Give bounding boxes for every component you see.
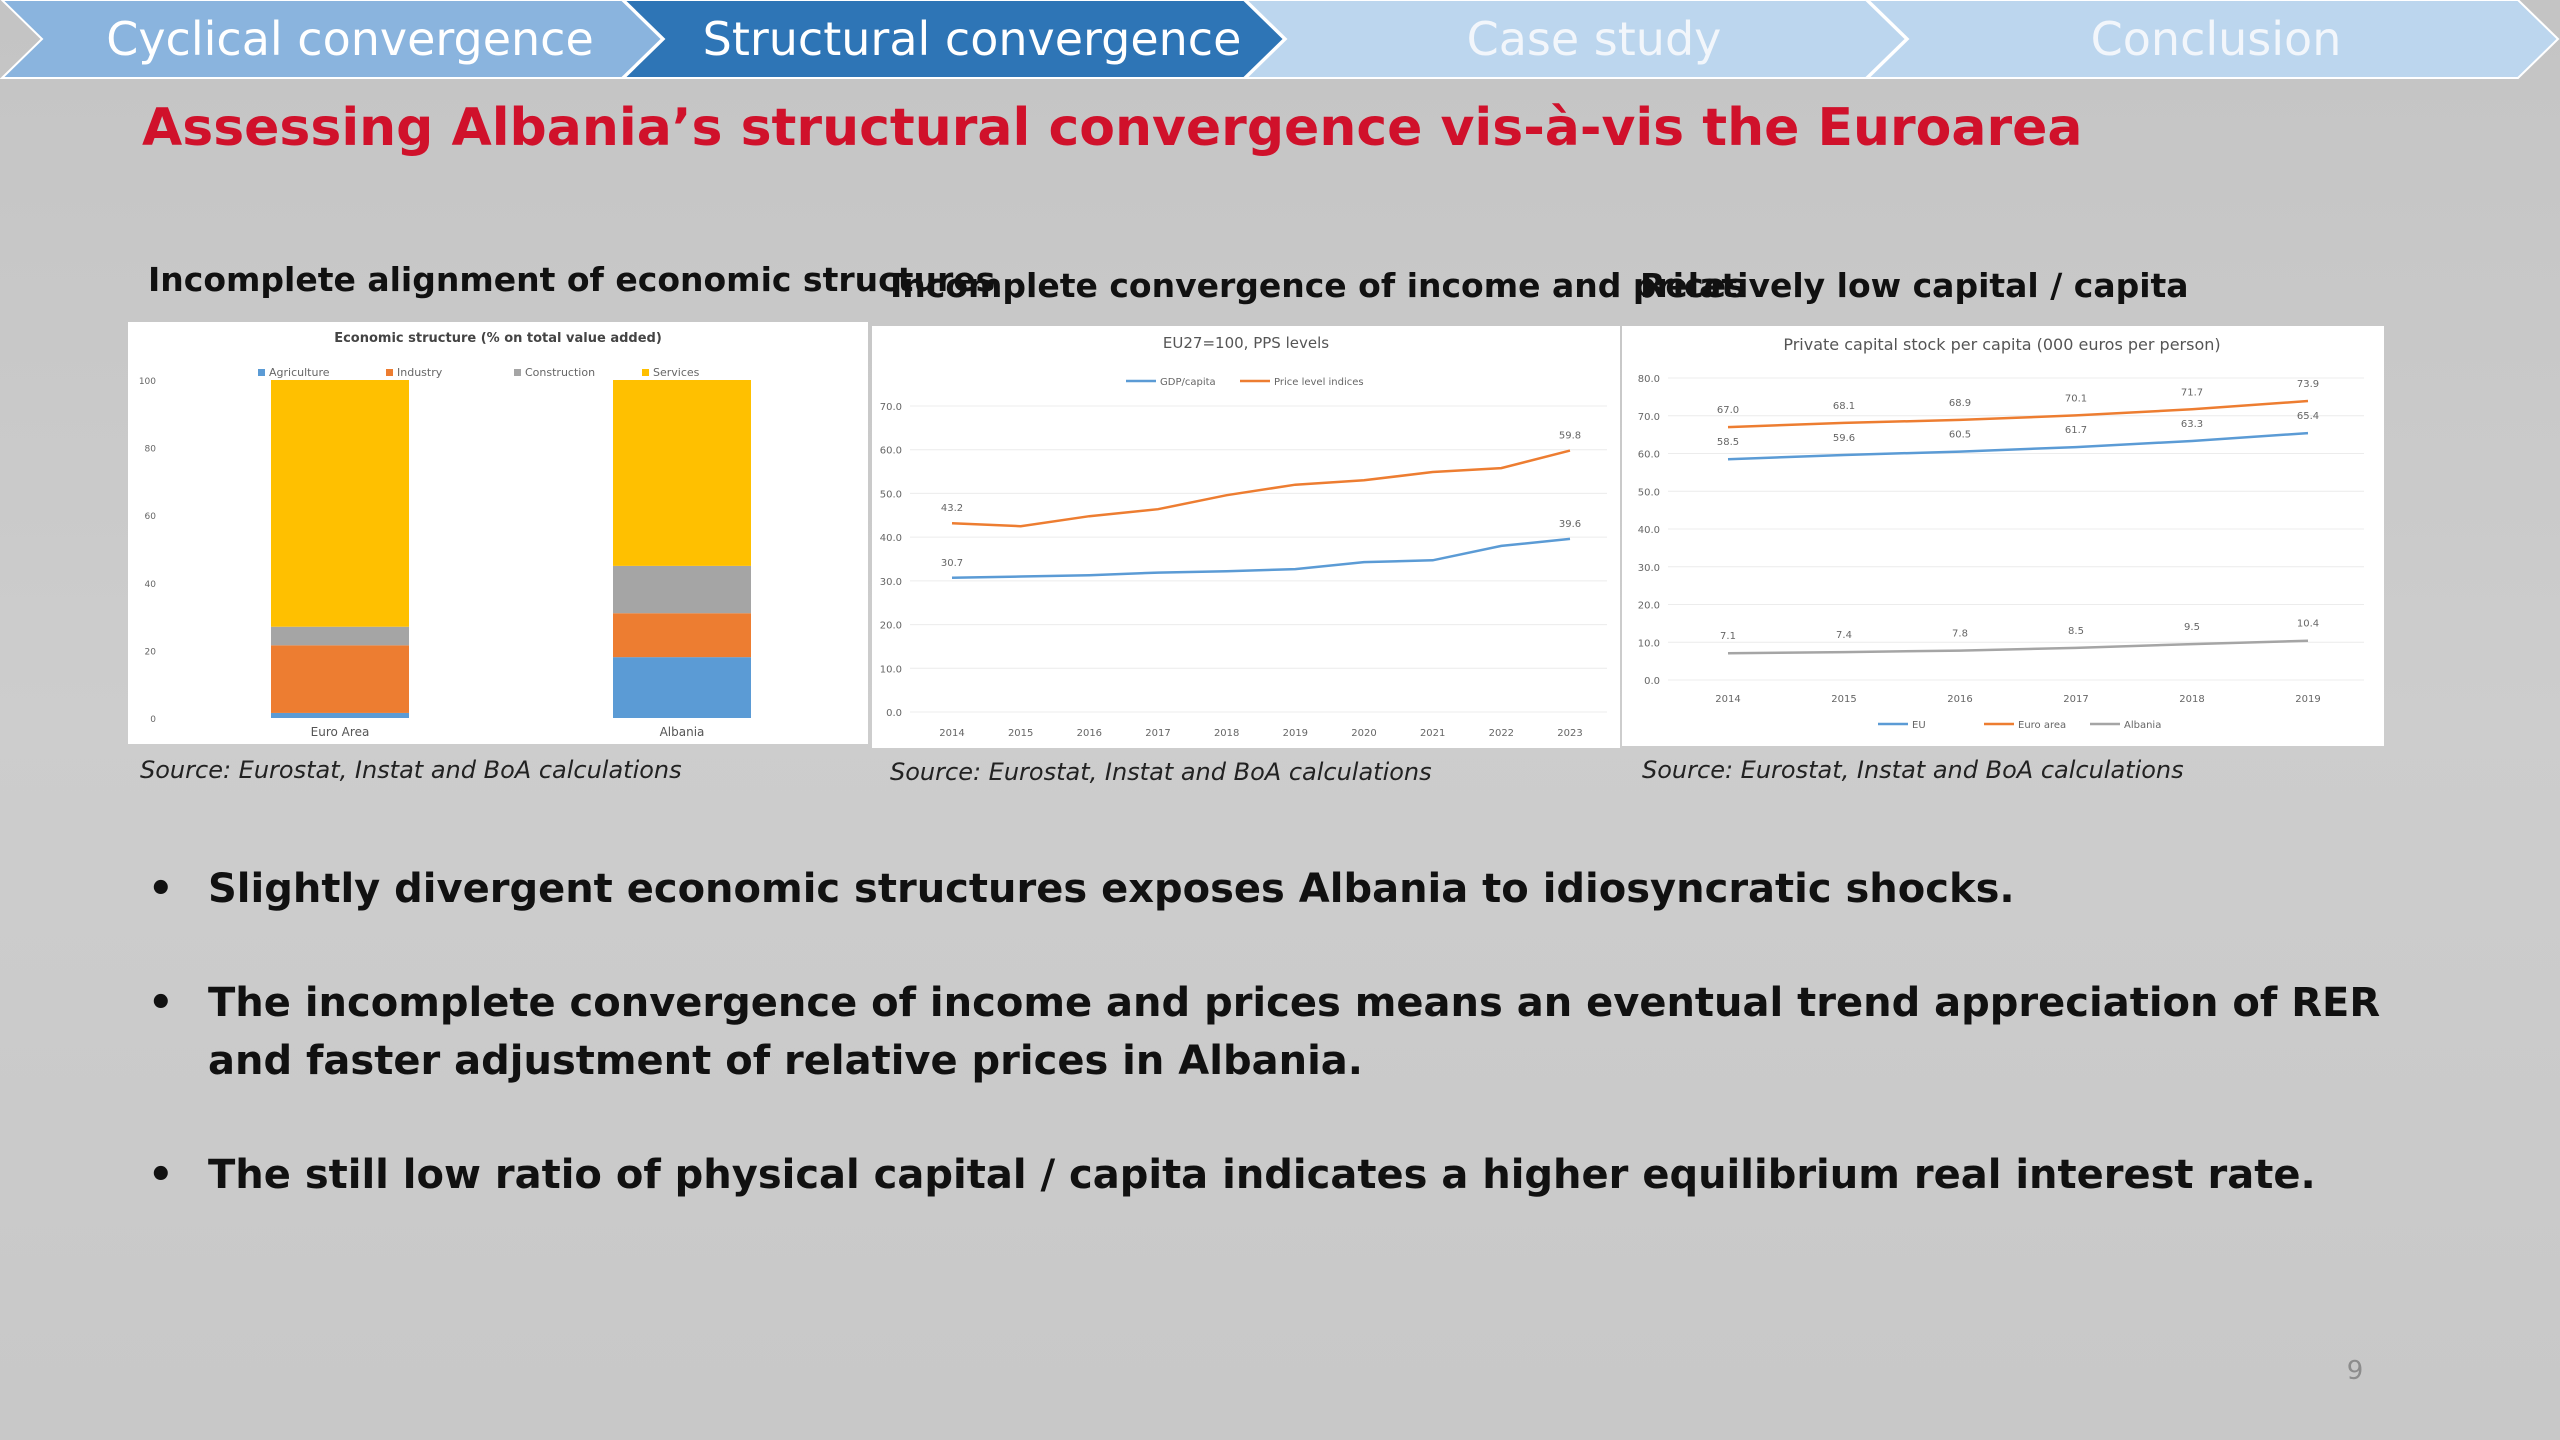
data-label: 71.7 — [2180, 387, 2204, 399]
bullet-dot-icon: • — [148, 980, 174, 1026]
bullet-text: Slightly divergent economic structures exposes Albania to idiosyncratic shocks. — [208, 866, 2015, 912]
y-tick-label: 60.0 — [879, 445, 902, 457]
data-label: 61.7 — [2064, 425, 2088, 437]
chart3-panel — [1622, 326, 2384, 746]
data-label: 67.0 — [1716, 405, 1740, 417]
bar-segment — [613, 566, 751, 613]
y-tick-label: 60.0 — [1637, 449, 1660, 461]
series-line-price-level-indices — [952, 451, 1570, 527]
series-line-gdp-capita — [952, 539, 1570, 578]
data-label: 68.9 — [1948, 397, 1972, 409]
legend-swatch — [514, 369, 521, 376]
bar-segment — [613, 657, 751, 718]
legend-label: GDP/capita — [1160, 377, 1216, 388]
bullet-dot-icon: • — [148, 1152, 174, 1198]
bar-segment — [271, 713, 409, 718]
stacked-bar-chart — [128, 322, 868, 744]
x-tick-label: 2015 — [1007, 728, 1034, 739]
y-tick-label: 20.0 — [879, 620, 902, 632]
nav-tab-conclusion[interactable]: Conclusion — [2090, 12, 2342, 66]
x-tick-label: 2018 — [1213, 728, 1240, 739]
legend-label: Agriculture — [269, 366, 330, 379]
legend-label: EU — [1912, 720, 1926, 731]
bullet-item — [140, 860, 2400, 918]
y-tick-label: 80 — [144, 444, 156, 455]
data-label: 10.4 — [2296, 618, 2320, 630]
data-label: 7.1 — [1720, 631, 1736, 643]
bar-segment — [613, 380, 751, 566]
legend-label: Services — [653, 366, 700, 379]
y-tick-label: 10.0 — [1637, 638, 1660, 650]
data-label: 7.4 — [1836, 630, 1852, 642]
data-label: 65.4 — [2296, 411, 2320, 423]
x-tick-label: 2021 — [1419, 728, 1446, 739]
chart3-title: Private capital stock per capita (000 euros per person) — [1783, 335, 2221, 354]
legend-label: Construction — [525, 366, 596, 379]
y-tick-label: 40.0 — [1637, 525, 1660, 536]
legend-swatch — [642, 369, 649, 376]
x-tick-label: 2017 — [2063, 694, 2089, 705]
bullet-item — [140, 1146, 2400, 1204]
x-tick-label: Euro Area — [310, 725, 370, 739]
y-tick-label: 30.0 — [1637, 562, 1660, 574]
nav-tab-cyclical-convergence[interactable]: Cyclical convergence — [106, 12, 594, 66]
section-nav — [0, 0, 2560, 82]
chart1-panel — [128, 322, 868, 744]
y-tick-label: 0 — [150, 715, 156, 725]
series-line-euro-area — [1728, 401, 2308, 427]
x-tick-label: 2019 — [2295, 694, 2321, 705]
data-label: 30.7 — [940, 557, 964, 569]
data-label: 63.3 — [2180, 419, 2204, 431]
x-tick-label: 2023 — [1557, 728, 1583, 739]
data-label: 9.5 — [2184, 622, 2200, 634]
slide-title: Assessing Albania’s structural convergence vis-à-vis the Euroarea — [142, 98, 2083, 158]
chart1-title: Economic structure (% on total value added) — [334, 331, 662, 346]
bullet-text: The still low ratio of physical capital / capita indicates a higher equilibrium real interest rate. — [208, 1152, 2316, 1198]
data-label: 59.6 — [1832, 433, 1856, 445]
x-tick-label: 2019 — [1282, 728, 1309, 739]
y-tick-label: 0.0 — [886, 708, 902, 719]
data-label: 70.1 — [2064, 393, 2088, 405]
data-label: 60.5 — [1948, 429, 1972, 441]
legend-label: Industry — [397, 366, 443, 379]
series-line-eu — [1728, 433, 2308, 459]
chart1-heading: Incomplete alignment of economic structures — [148, 260, 996, 299]
bullet-dot-icon: • — [148, 866, 174, 912]
y-tick-label: 0.0 — [1644, 676, 1660, 687]
y-tick-label: 60 — [144, 512, 156, 523]
page-number: 9 — [2346, 1356, 2364, 1386]
capital-stock-line-chart — [1622, 326, 2384, 746]
data-label: 39.6 — [1558, 518, 1582, 530]
legend-label: Price level indices — [1274, 377, 1364, 388]
x-tick-label: 2014 — [939, 728, 965, 739]
bar-segment — [271, 380, 409, 627]
data-label: 7.8 — [1952, 628, 1968, 640]
x-tick-label: 2022 — [1488, 728, 1515, 739]
y-tick-label: 70.0 — [879, 402, 902, 413]
x-tick-label: 2014 — [1715, 694, 1741, 705]
data-label: 59.8 — [1558, 430, 1582, 442]
chart2-panel — [872, 326, 1620, 748]
chart2-heading: Incomplete convergence of income and prices — [890, 266, 1746, 305]
x-tick-label: 2020 — [1351, 728, 1377, 739]
data-label: 43.2 — [940, 503, 964, 515]
chart2-source: Source: Eurostat, Instat and BoA calculations — [890, 758, 1432, 786]
chart1-source: Source: Eurostat, Instat and BoA calculations — [140, 756, 682, 784]
bullet-list — [140, 860, 2400, 1204]
data-label: 68.1 — [1832, 400, 1856, 412]
legend-label: Albania — [2124, 720, 2162, 731]
y-tick-label: 20 — [144, 647, 156, 658]
chart3-source: Source: Eurostat, Instat and BoA calculations — [1642, 756, 2184, 784]
y-tick-label: 50.0 — [1637, 487, 1660, 499]
data-label: 58.5 — [1716, 437, 1740, 449]
chart2-title: EU27=100, PPS levels — [1162, 334, 1330, 352]
bar-segment — [271, 645, 409, 713]
income-price-line-chart — [872, 326, 1620, 748]
legend-swatch — [386, 369, 393, 376]
y-tick-label: 100 — [138, 377, 156, 387]
data-label: 73.9 — [2296, 379, 2320, 391]
x-tick-label: 2018 — [2179, 694, 2205, 705]
bar-segment — [271, 627, 409, 646]
y-tick-label: 50.0 — [879, 489, 902, 501]
x-tick-label: Albania — [659, 725, 705, 739]
bullet-text: The incomplete convergence of income and prices means an eventual trend appreciation of RER and faster adjustment of relative prices in Albania. — [208, 980, 2381, 1084]
legend-swatch — [258, 369, 265, 376]
y-tick-label: 10.0 — [879, 664, 902, 676]
bullet-item — [140, 974, 2400, 1090]
y-tick-label: 30.0 — [879, 576, 902, 588]
chart3-heading: Relatively low capital / capita — [1640, 266, 2189, 305]
y-tick-label: 40 — [144, 579, 156, 590]
y-tick-label: 80.0 — [1637, 374, 1660, 385]
y-tick-label: 40.0 — [879, 533, 902, 545]
nav-tab-structural-convergence[interactable]: Structural convergence — [702, 12, 1242, 66]
x-tick-label: 2016 — [1076, 728, 1103, 739]
bar-segment — [613, 613, 751, 657]
y-tick-label: 70.0 — [1637, 411, 1660, 423]
data-label: 8.5 — [2068, 625, 2084, 637]
x-tick-label: 2017 — [1145, 728, 1171, 739]
x-tick-label: 2016 — [1947, 694, 1973, 705]
x-tick-label: 2015 — [1831, 694, 1857, 705]
legend-label: Euro area — [2018, 720, 2067, 731]
nav-tab-case-study[interactable]: Case study — [1466, 12, 1722, 66]
y-tick-label: 20.0 — [1637, 600, 1660, 612]
